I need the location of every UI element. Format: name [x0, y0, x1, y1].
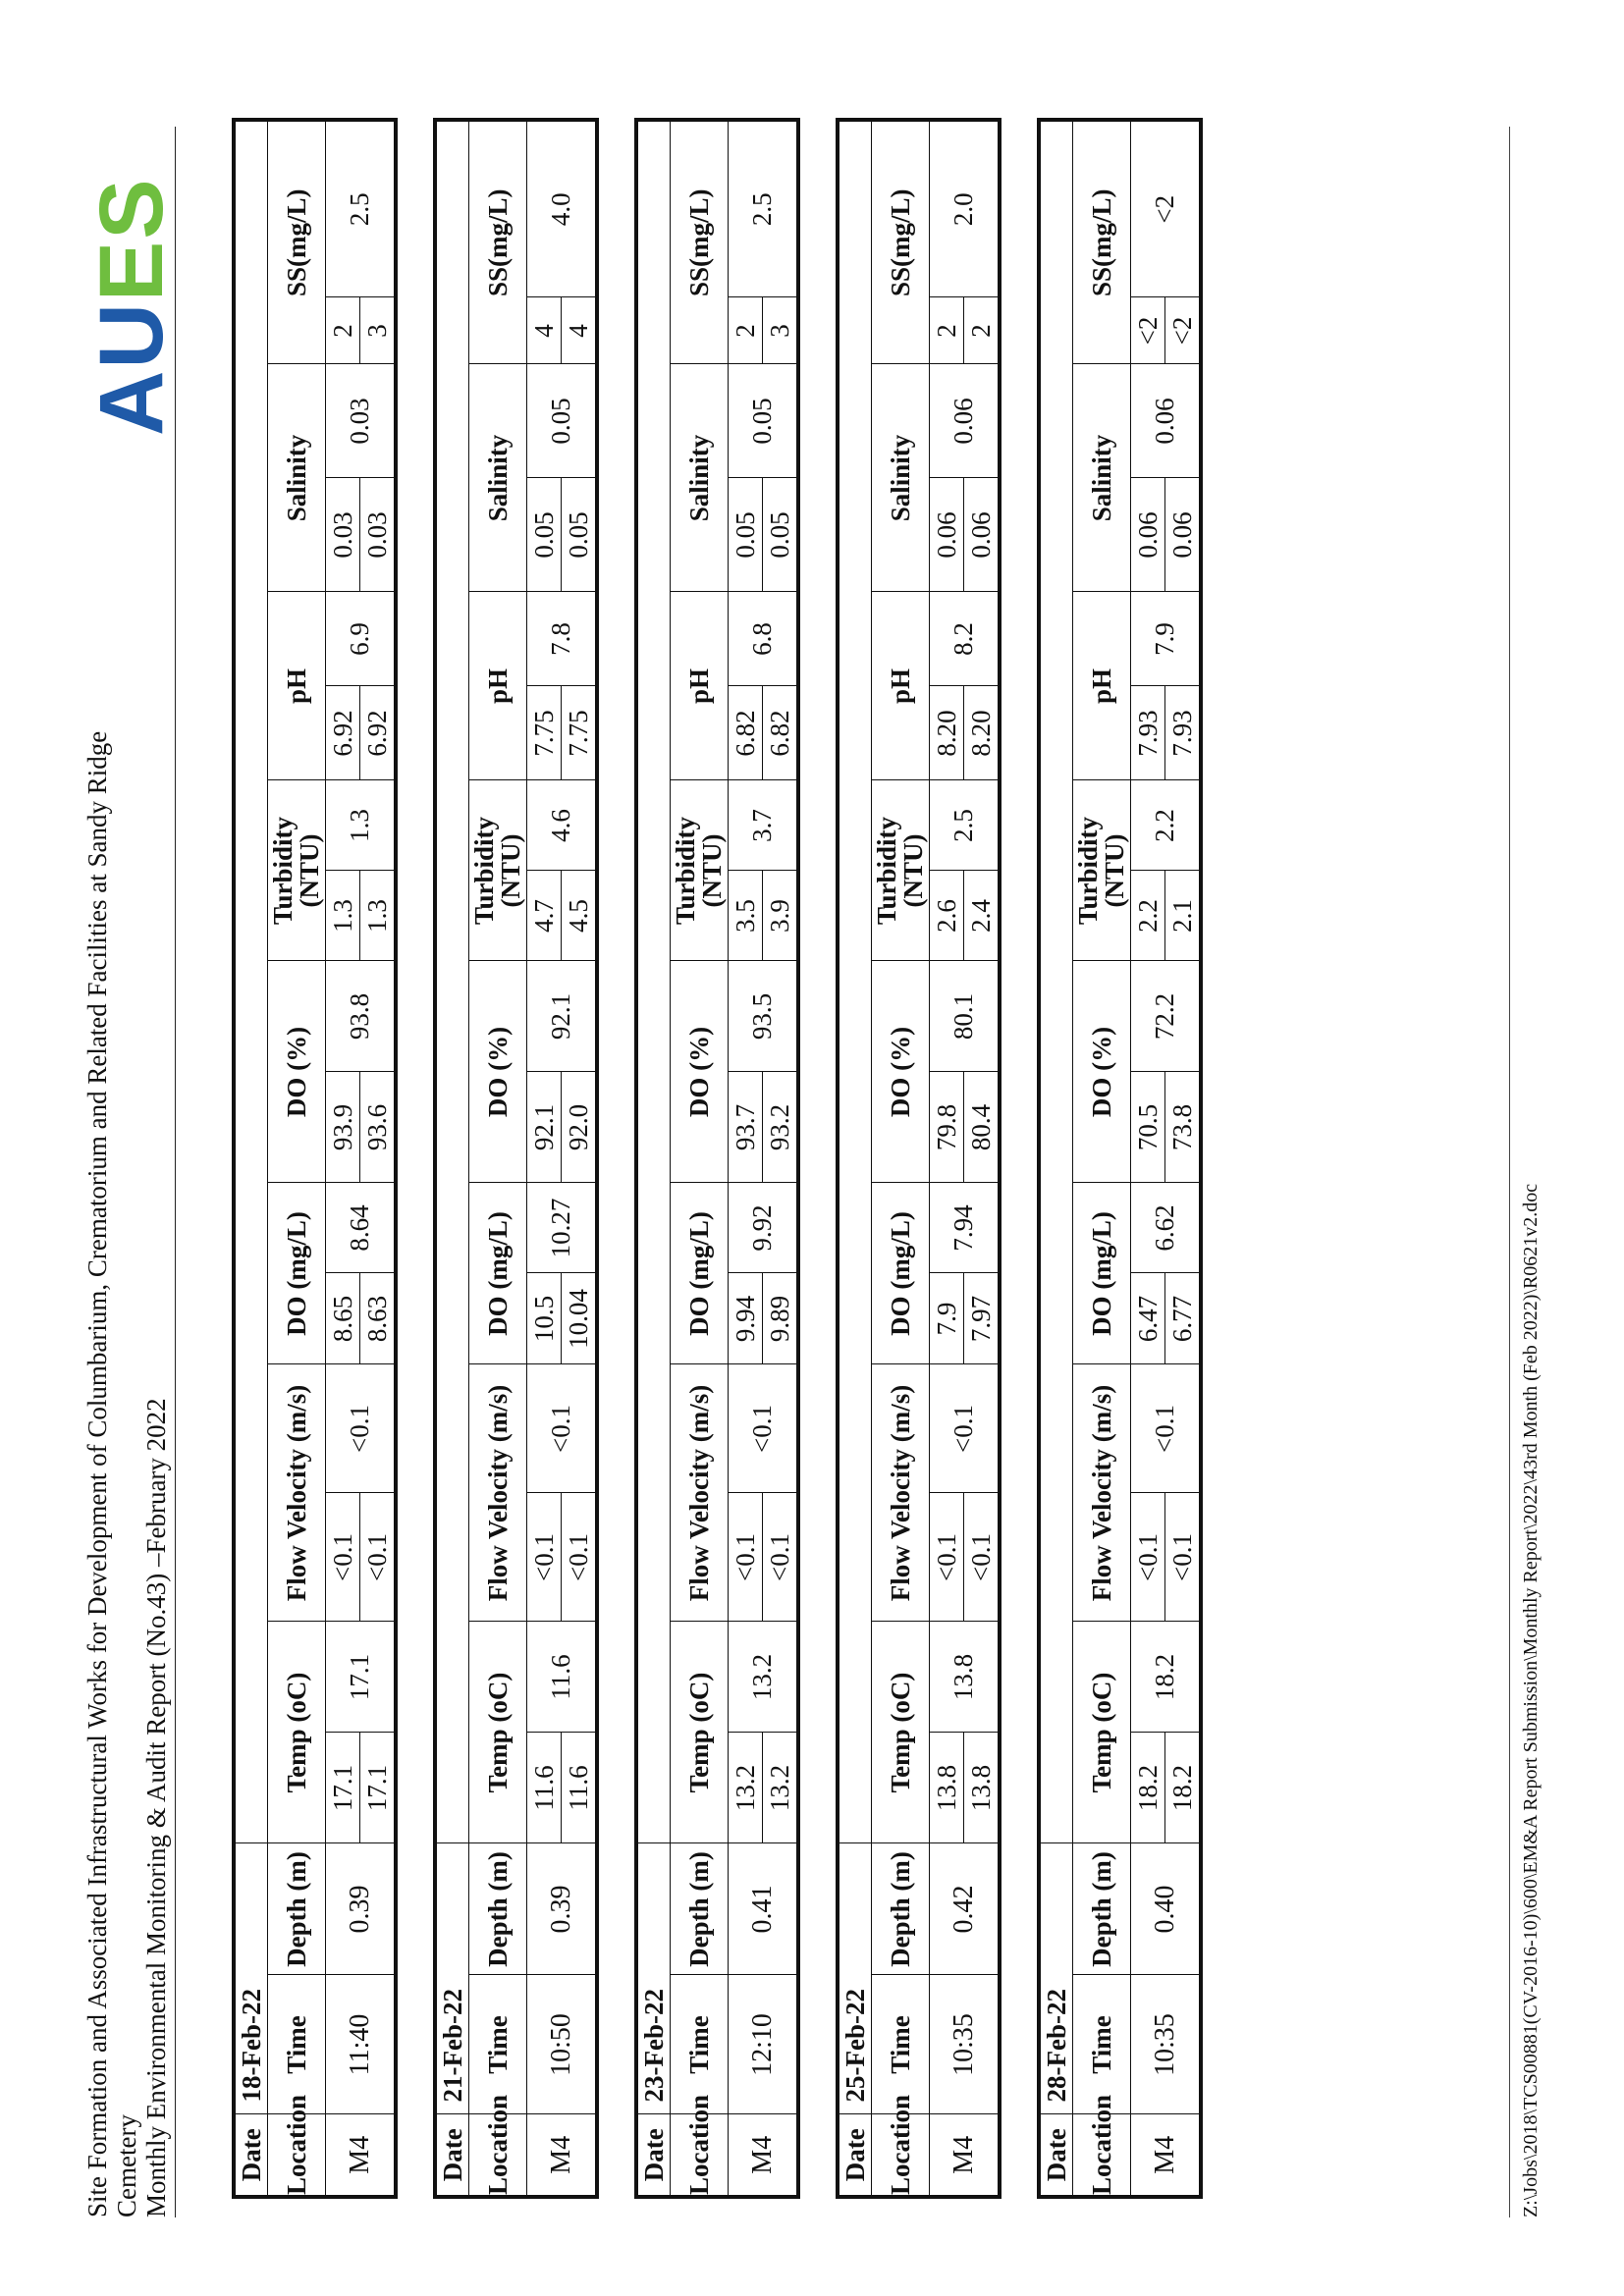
- salinity-reading: 0.05: [527, 478, 562, 592]
- table-row: [930, 120, 964, 2197]
- temp-reading: 17.1: [326, 1733, 360, 1843]
- col-header-temp: Temp (oC): [268, 1622, 326, 1843]
- temp-reading: 13.2: [763, 1733, 799, 1843]
- header-line-1: Site Formation and Associated Infrastructural Works for Development of Columbarium, Crematorium and Related Facilities at Sandy Ridge: [82, 730, 112, 2217]
- salinity-reading: 0.03: [326, 478, 360, 592]
- ss-reading: 2: [930, 297, 964, 364]
- ph-average: 6.8: [729, 592, 799, 686]
- ss-reading: 4: [527, 297, 562, 364]
- col-header-temp: Temp (oC): [469, 1622, 527, 1843]
- col-header-do-mgl: DO (mg/L): [1073, 1183, 1131, 1364]
- col-header-time: Time: [268, 1975, 326, 2114]
- do-mgl-reading: 6.47: [1131, 1273, 1165, 1364]
- col-header-ph: pH: [469, 592, 527, 780]
- do-mgl-reading: 9.94: [729, 1273, 763, 1364]
- col-header-turbidity: Turbidity (NTU): [1073, 780, 1131, 961]
- col-header-location: Location: [469, 2114, 527, 2197]
- temp-average: 18.2: [1131, 1622, 1202, 1733]
- ph-reading: 6.92: [326, 686, 360, 780]
- salinity-reading: 0.05: [729, 478, 763, 592]
- do-mgl-reading: 6.77: [1165, 1273, 1202, 1364]
- turbidity-average: 2.5: [930, 780, 1001, 871]
- location-cell: M4: [930, 2114, 1001, 2197]
- ph-reading: 6.92: [360, 686, 397, 780]
- do-pct-reading: 93.6: [360, 1072, 397, 1183]
- do-mgl-average: 8.64: [326, 1183, 397, 1273]
- time-cell: 10:50: [527, 1975, 598, 2114]
- col-header-do-pct: DO (%): [469, 961, 527, 1183]
- turbidity-average: 3.7: [729, 780, 799, 871]
- depth-cell: 0.39: [326, 1843, 397, 1975]
- salinity-reading: 0.05: [763, 478, 799, 592]
- depth-cell: 0.41: [729, 1843, 799, 1975]
- col-header-do-pct: DO (%): [872, 961, 930, 1183]
- col-header-salinity: Salinity: [268, 364, 326, 592]
- turbidity-reading: 1.3: [360, 871, 397, 961]
- col-header-do-mgl: DO (mg/L): [671, 1183, 729, 1364]
- ph-reading: 6.82: [763, 686, 799, 780]
- header-line-3: Monthly Environmental Monitoring & Audit Report (No.43) –February 2022: [141, 1398, 171, 2217]
- ss-average: <2: [1131, 120, 1202, 297]
- date-label: Date: [636, 2114, 671, 2197]
- ss-reading: 2: [326, 297, 360, 364]
- logo-text-au: AU: [81, 301, 182, 436]
- turbidity-average: 2.2: [1131, 780, 1202, 871]
- depth-cell: 0.42: [930, 1843, 1001, 1975]
- do-mgl-reading: 10.04: [562, 1273, 598, 1364]
- temp-reading: 13.8: [964, 1733, 1001, 1843]
- turbidity-average: 1.3: [326, 780, 397, 871]
- col-header-temp: Temp (oC): [671, 1622, 729, 1843]
- do-pct-reading: 93.7: [729, 1072, 763, 1183]
- do-mgl-reading: 7.9: [930, 1273, 964, 1364]
- ph-reading: 7.75: [527, 686, 562, 780]
- col-header-do-mgl: DO (mg/L): [469, 1183, 527, 1364]
- col-header-depth: Depth (m): [872, 1843, 930, 1975]
- ph-average: 8.2: [930, 592, 1001, 686]
- col-header-location: Location: [1073, 2114, 1131, 2197]
- ss-reading: 2: [729, 297, 763, 364]
- col-header-do-pct: DO (%): [268, 961, 326, 1183]
- col-header-depth: Depth (m): [1073, 1843, 1131, 1975]
- header-divider: [175, 127, 176, 2217]
- salinity-reading: 0.03: [360, 478, 397, 592]
- col-header-ss: SS(mg/L): [872, 120, 930, 364]
- date-value: 18-Feb-22: [234, 1843, 268, 2114]
- salinity-reading: 0.06: [1165, 478, 1202, 592]
- temp-reading: 17.1: [360, 1733, 397, 1843]
- turbidity-reading: 3.5: [729, 871, 763, 961]
- col-header-salinity: Salinity: [469, 364, 527, 592]
- col-header-ph: pH: [268, 592, 326, 780]
- col-header-time: Time: [1073, 1975, 1131, 2114]
- water-quality-table: [634, 118, 800, 2199]
- col-header-ss: SS(mg/L): [1073, 120, 1131, 364]
- col-header-ph: pH: [1073, 592, 1131, 780]
- ss-reading: <2: [1165, 297, 1202, 364]
- col-header-flow-velocity: Flow Velocity (m/s): [469, 1364, 527, 1622]
- water-quality-table: [1037, 118, 1203, 2199]
- col-header-turbidity: Turbidity (NTU): [268, 780, 326, 961]
- salinity-average: 0.03: [326, 364, 397, 478]
- table-row: [1131, 120, 1165, 2197]
- do-mgl-average: 7.94: [930, 1183, 1001, 1273]
- depth-cell: 0.39: [527, 1843, 598, 1975]
- do-pct-average: 93.8: [326, 961, 397, 1072]
- temp-reading: 13.8: [930, 1733, 964, 1843]
- location-cell: M4: [1131, 2114, 1202, 2197]
- flow-reading: <0.1: [1165, 1493, 1202, 1622]
- salinity-reading: 0.06: [930, 478, 964, 592]
- turbidity-reading: 4.7: [527, 871, 562, 961]
- date-label: Date: [838, 2114, 872, 2197]
- col-header-ss: SS(mg/L): [268, 120, 326, 364]
- do-mgl-average: 9.92: [729, 1183, 799, 1273]
- ph-reading: 8.20: [964, 686, 1001, 780]
- col-header-temp: Temp (oC): [1073, 1622, 1131, 1843]
- col-header-do-pct: DO (%): [1073, 961, 1131, 1183]
- aues-logo: [81, 177, 182, 436]
- col-header-temp: Temp (oC): [872, 1622, 930, 1843]
- turbidity-reading: 2.4: [964, 871, 1001, 961]
- col-header-depth: Depth (m): [671, 1843, 729, 1975]
- col-header-turbidity: Turbidity (NTU): [469, 780, 527, 961]
- flow-reading: <0.1: [562, 1493, 598, 1622]
- col-header-ss: SS(mg/L): [469, 120, 527, 364]
- temp-reading: 11.6: [562, 1733, 598, 1843]
- date-label: Date: [234, 2114, 268, 2197]
- turbidity-reading: 3.9: [763, 871, 799, 961]
- salinity-average: 0.06: [930, 364, 1001, 478]
- salinity-average: 0.06: [1131, 364, 1202, 478]
- col-header-depth: Depth (m): [469, 1843, 527, 1975]
- footer-divider: [1509, 127, 1510, 2217]
- turbidity-reading: 2.1: [1165, 871, 1202, 961]
- date-value: 23-Feb-22: [636, 1843, 671, 2114]
- do-pct-reading: 73.8: [1165, 1072, 1202, 1183]
- date-value: 28-Feb-22: [1039, 1843, 1073, 2114]
- flow-average: <0.1: [930, 1364, 1001, 1493]
- flow-average: <0.1: [729, 1364, 799, 1493]
- turbidity-reading: 4.5: [562, 871, 598, 961]
- salinity-average: 0.05: [729, 364, 799, 478]
- report-header: [82, 451, 171, 2217]
- do-pct-average: 92.1: [527, 961, 598, 1072]
- do-pct-average: 80.1: [930, 961, 1001, 1072]
- do-pct-reading: 93.9: [326, 1072, 360, 1183]
- ss-reading: 3: [763, 297, 799, 364]
- flow-reading: <0.1: [1131, 1493, 1165, 1622]
- salinity-average: 0.05: [527, 364, 598, 478]
- turbidity-reading: 2.2: [1131, 871, 1165, 961]
- table-row: [326, 120, 360, 2197]
- do-mgl-reading: 7.97: [964, 1273, 1001, 1364]
- flow-reading: <0.1: [527, 1493, 562, 1622]
- water-quality-table: [433, 118, 599, 2199]
- col-header-do-pct: DO (%): [671, 961, 729, 1183]
- date-value: 25-Feb-22: [838, 1843, 872, 2114]
- footer-file-path: Z:\Jobs\2018\TCS00881(CV-2016-10)\600\EM&A Report Submission\Monthly Report\2022\43rd Month (Feb 2022)\R0621v2.doc: [1520, 1183, 1542, 2217]
- do-mgl-reading: 9.89: [763, 1273, 799, 1364]
- do-pct-average: 72.2: [1131, 961, 1202, 1072]
- col-header-salinity: Salinity: [1073, 364, 1131, 592]
- date-label: Date: [435, 2114, 469, 2197]
- col-header-do-mgl: DO (mg/L): [872, 1183, 930, 1364]
- ph-average: 7.8: [527, 592, 598, 686]
- col-header-time: Time: [872, 1975, 930, 2114]
- do-pct-reading: 92.0: [562, 1072, 598, 1183]
- do-pct-reading: 79.8: [930, 1072, 964, 1183]
- water-quality-table: [836, 118, 1001, 2199]
- col-header-flow-velocity: Flow Velocity (m/s): [1073, 1364, 1131, 1622]
- do-mgl-average: 6.62: [1131, 1183, 1202, 1273]
- turbidity-reading: 2.6: [930, 871, 964, 961]
- ph-average: 7.9: [1131, 592, 1202, 686]
- ss-average: 2.5: [729, 120, 799, 297]
- col-header-salinity: Salinity: [671, 364, 729, 592]
- col-header-time: Time: [671, 1975, 729, 2114]
- table-row: [527, 120, 562, 2197]
- ph-average: 6.9: [326, 592, 397, 686]
- col-header-ss: SS(mg/L): [671, 120, 729, 364]
- do-pct-reading: 92.1: [527, 1072, 562, 1183]
- temp-average: 13.2: [729, 1622, 799, 1733]
- flow-reading: <0.1: [964, 1493, 1001, 1622]
- flow-reading: <0.1: [326, 1493, 360, 1622]
- temp-reading: 11.6: [527, 1733, 562, 1843]
- col-header-time: Time: [469, 1975, 527, 2114]
- turbidity-average: 4.6: [527, 780, 598, 871]
- col-header-location: Location: [872, 2114, 930, 2197]
- flow-reading: <0.1: [763, 1493, 799, 1622]
- flow-average: <0.1: [326, 1364, 397, 1493]
- col-header-ph: pH: [671, 592, 729, 780]
- temp-reading: 13.2: [729, 1733, 763, 1843]
- do-pct-average: 93.5: [729, 961, 799, 1072]
- logo-text-es: ES: [81, 177, 182, 302]
- ss-reading: 2: [964, 297, 1001, 364]
- ss-average: 2.0: [930, 120, 1001, 297]
- do-pct-reading: 80.4: [964, 1072, 1001, 1183]
- date-label: Date: [1039, 2114, 1073, 2197]
- flow-average: <0.1: [1131, 1364, 1202, 1493]
- col-header-ph: pH: [872, 592, 930, 780]
- ss-reading: 3: [360, 297, 397, 364]
- temp-average: 17.1: [326, 1622, 397, 1733]
- temp-average: 13.8: [930, 1622, 1001, 1733]
- ph-reading: 7.75: [562, 686, 598, 780]
- temp-reading: 18.2: [1165, 1733, 1202, 1843]
- salinity-reading: 0.05: [562, 478, 598, 592]
- time-cell: 12:10: [729, 1975, 799, 2114]
- col-header-location: Location: [268, 2114, 326, 2197]
- location-cell: M4: [527, 2114, 598, 2197]
- time-cell: 10:35: [930, 1975, 1001, 2114]
- do-pct-reading: 93.2: [763, 1072, 799, 1183]
- table-row: [729, 120, 763, 2197]
- col-header-location: Location: [671, 2114, 729, 2197]
- col-header-flow-velocity: Flow Velocity (m/s): [671, 1364, 729, 1622]
- turbidity-reading: 1.3: [326, 871, 360, 961]
- do-mgl-reading: 10.5: [527, 1273, 562, 1364]
- time-cell: 11:40: [326, 1975, 397, 2114]
- date-value: 21-Feb-22: [435, 1843, 469, 2114]
- col-header-turbidity: Turbidity (NTU): [872, 780, 930, 961]
- col-header-salinity: Salinity: [872, 364, 930, 592]
- salinity-reading: 0.06: [964, 478, 1001, 592]
- ss-average: 4.0: [527, 120, 598, 297]
- ph-reading: 7.93: [1165, 686, 1202, 780]
- col-header-depth: Depth (m): [268, 1843, 326, 1975]
- do-pct-reading: 70.5: [1131, 1072, 1165, 1183]
- salinity-reading: 0.06: [1131, 478, 1165, 592]
- ss-average: 2.5: [326, 120, 397, 297]
- flow-reading: <0.1: [360, 1493, 397, 1622]
- flow-reading: <0.1: [930, 1493, 964, 1622]
- col-header-do-mgl: DO (mg/L): [268, 1183, 326, 1364]
- do-mgl-reading: 8.65: [326, 1273, 360, 1364]
- temp-reading: 18.2: [1131, 1733, 1165, 1843]
- flow-average: <0.1: [527, 1364, 598, 1493]
- ss-reading: <2: [1131, 297, 1165, 364]
- header-line-2: Cemetery: [112, 2114, 141, 2217]
- water-quality-table: [232, 118, 398, 2199]
- depth-cell: 0.40: [1131, 1843, 1202, 1975]
- col-header-turbidity: Turbidity (NTU): [671, 780, 729, 961]
- ph-reading: 8.20: [930, 686, 964, 780]
- ph-reading: 6.82: [729, 686, 763, 780]
- location-cell: M4: [729, 2114, 799, 2197]
- ss-reading: 4: [562, 297, 598, 364]
- time-cell: 10:35: [1131, 1975, 1202, 2114]
- location-cell: M4: [326, 2114, 397, 2197]
- col-header-flow-velocity: Flow Velocity (m/s): [268, 1364, 326, 1622]
- flow-reading: <0.1: [729, 1493, 763, 1622]
- do-mgl-average: 10.27: [527, 1183, 598, 1273]
- do-mgl-reading: 8.63: [360, 1273, 397, 1364]
- temp-average: 11.6: [527, 1622, 598, 1733]
- col-header-flow-velocity: Flow Velocity (m/s): [872, 1364, 930, 1622]
- ph-reading: 7.93: [1131, 686, 1165, 780]
